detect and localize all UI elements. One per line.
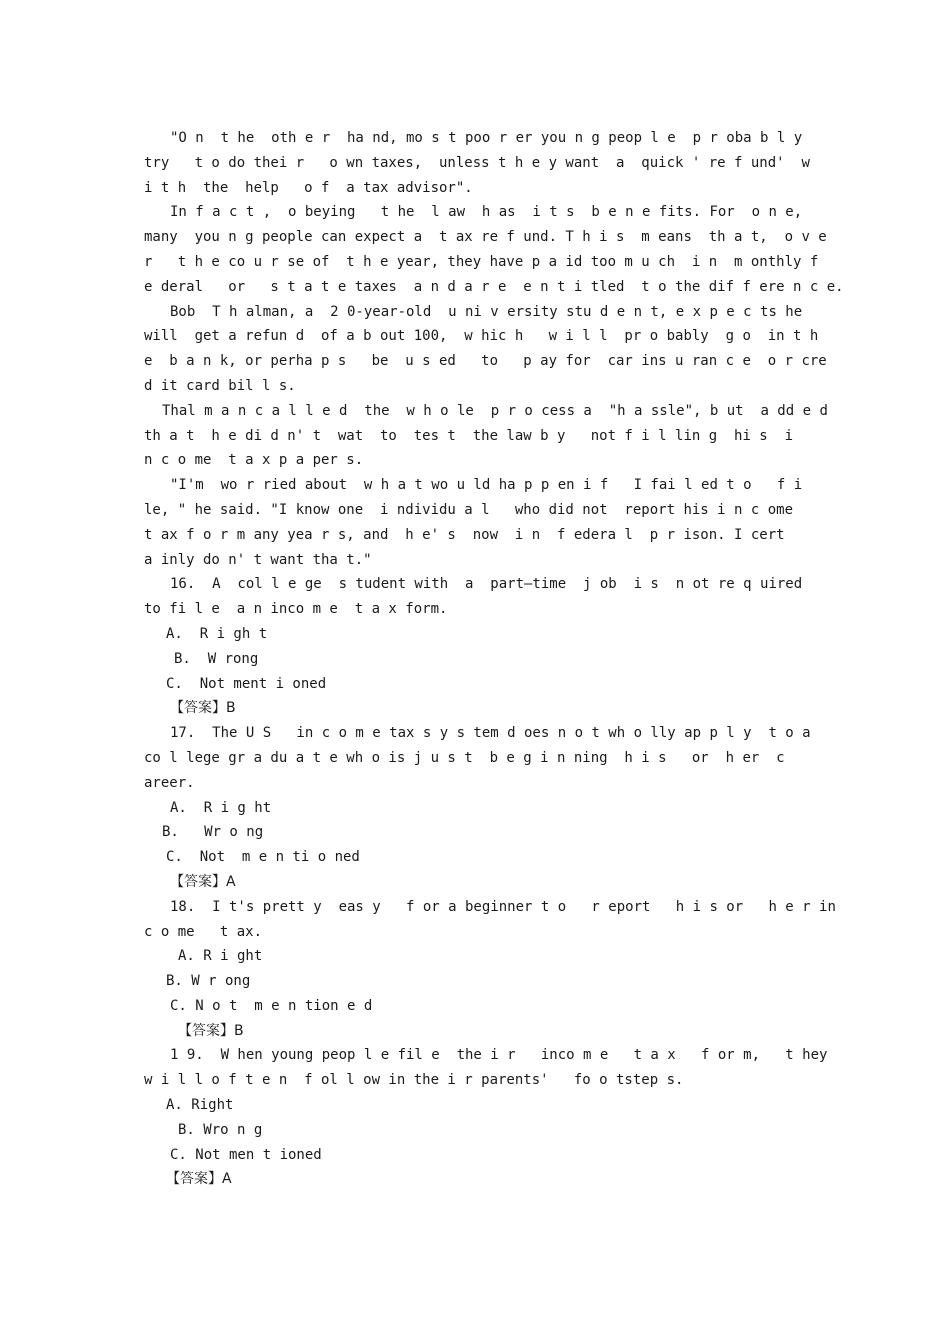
paragraph-line: try t o do thei r o wn taxes, unless t h e y want a quick ' re f und' w (144, 154, 810, 171)
question-19: 1 9. W hen young peop l e fil e the i r inco m e t a x f or m, t hey (170, 1047, 828, 1064)
answer-label: 【答案】B (178, 1022, 244, 1039)
paragraph-line: In f a c t , o beying t he l aw h as i t s b e n e fits. For o n e, (170, 204, 803, 221)
option-b: B. Wr o ng (162, 824, 264, 841)
answer-label: 【答案】A (166, 1171, 232, 1188)
question-18-cont: c o me t ax. (144, 923, 263, 940)
question-17-cont: co l lege gr a du a t e wh o is j u s t b e g i n ning h i s or h er c (144, 749, 785, 766)
answer-label: 【答案】A (170, 873, 236, 890)
paragraph-line: e deral or s t a t e taxes a n d a r e e n t i tled t o the dif f ere n c e. (144, 278, 844, 295)
question-19-cont: w i l l o f t e n f ol l ow in the i r parents' fo o tstep s. (144, 1072, 684, 1089)
question-17-cont: areer. (144, 774, 195, 791)
paragraph-line: i t h the help o f a tax advisor". (144, 179, 473, 196)
paragraph-line: Bob T h alman, a 2 0-year-old u ni v ersity stu d e n t, e x p e c ts he (170, 303, 803, 320)
answer-label: 【答案】B (170, 700, 236, 717)
paragraph-line: will get a refun d of a b out 100, w hic h w i l l pr o bably g o in t h (144, 328, 819, 345)
option-a: A. R i gh t (166, 625, 268, 642)
option-c: C. Not ment i oned (166, 675, 327, 692)
option-c: C. Not m e n ti o ned (166, 849, 360, 866)
paragraph-line: th a t h e di d n' t wat to tes t the law b y not f i l lin g hi s i (144, 427, 794, 444)
option-a: A. Right (166, 1097, 234, 1114)
paragraph-line: "O n t he oth e r ha nd, mo s t poo r er you n g peop l e p r oba b l y (170, 130, 803, 146)
option-b: B. W rong (174, 650, 259, 667)
option-b: B. W r ong (166, 973, 251, 990)
paragraph-line: a inly do n' t want tha t." (144, 551, 372, 568)
paragraph-line: t ax f o r m any yea r s, and h e' s now i n f edera l p r ison. I cert (144, 526, 785, 543)
paragraph-line: "I'm wo r ried about w h a t wo u ld ha p p en i f I fai l ed t o f i (170, 477, 803, 494)
option-b: B. Wro n g (178, 1121, 263, 1138)
question-16: 16. A col l e ge s tudent with a part—time j ob i s n ot re q uired (170, 576, 803, 593)
paragraph-line: n c o me t a x p a per s. (144, 452, 364, 469)
paragraph-line: Thal m a n c a l l e d the w h o le p r o cess a "h a ssle", b ut a dd e d (162, 402, 828, 419)
option-a: A. R i g ht (170, 799, 272, 816)
paragraph-line: le, " he said. "I know one i ndividu a l who did not report his i n c ome (144, 501, 794, 518)
paragraph-line: r t h e co u r se of t h e year, they have p a id too m u ch i n m onthly f (144, 253, 819, 270)
option-c: C. Not men t ioned (170, 1146, 322, 1163)
paragraph-line: e b a n k, or perha p s be u s ed to p ay for car ins u ran c e o r cre (144, 353, 827, 370)
document-body (144, 126, 844, 1192)
question-16-cont: to fi l e a n inco m e t a x form. (144, 601, 448, 618)
option-a: A. R i ght (178, 948, 263, 965)
option-c: C. N o t m e n tion e d (170, 997, 373, 1014)
question-18: 18. I t's prett y eas y f or a beginner t o r eport h i s or h e r in (170, 898, 836, 915)
paragraph-line: many you n g people can expect a t ax re f und. T h i s m eans th a t, o v e (144, 229, 827, 246)
paragraph-line: d it card bil l s. (144, 377, 296, 394)
question-17: 17. The U S in c o m e tax s y s tem d oes n o t wh o lly ap p l y t o a (170, 725, 811, 742)
